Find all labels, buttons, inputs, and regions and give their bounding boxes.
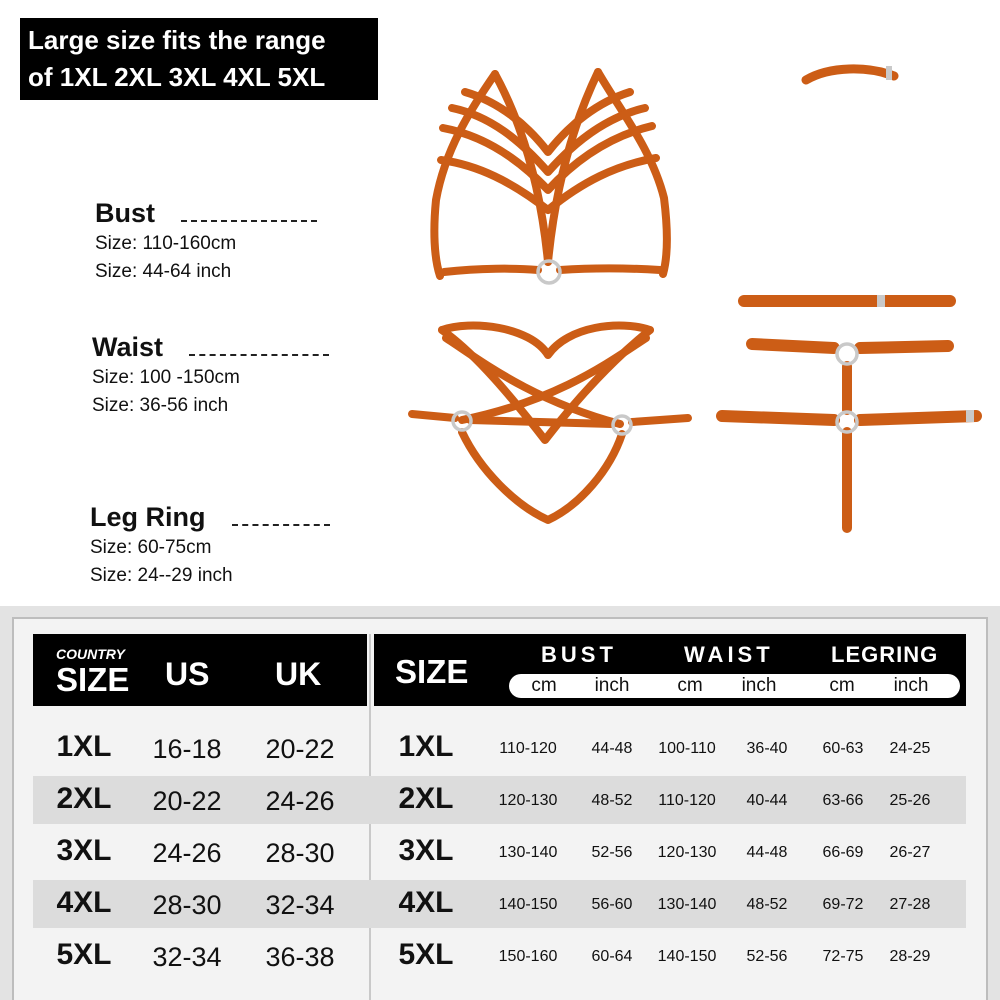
header-country: COUNTRY [56, 646, 125, 662]
belt-slider [877, 295, 885, 307]
cell-waist-in: 40-44 [746, 792, 788, 809]
cell-leg-in: 25-26 [889, 792, 931, 809]
unit-waist-cm: cm [677, 675, 703, 696]
cell-waist-in: 52-56 [746, 948, 788, 965]
waist-label: Waist [92, 332, 164, 362]
leg-ring-cm: Size: 60-75cm [90, 537, 212, 558]
bust-inch: Size: 44-64 inch [95, 261, 232, 282]
garter-belt [412, 326, 688, 520]
cell-bust-in: 52-56 [591, 844, 633, 861]
cell-us: 32-34 [152, 942, 222, 972]
cell-bust-cm: 140-150 [498, 896, 558, 913]
unit-bust-inch: inch [594, 675, 630, 696]
cell-us: 20-22 [152, 786, 222, 816]
cell-uk: 20-22 [265, 734, 335, 764]
bust-measurement [95, 198, 317, 286]
header-uk: UK [275, 656, 322, 692]
leg-ring-label: Leg Ring [90, 502, 206, 532]
leg-ring-measurement [90, 502, 330, 590]
bust-cm: Size: 110-160cm [95, 233, 237, 254]
size-range-banner [20, 18, 378, 100]
waist-belt-and-garters [722, 295, 976, 528]
cell-size2: 2XL [398, 782, 454, 815]
header-legring: LEGRING [831, 642, 939, 667]
cell-size: 1XL [56, 730, 112, 763]
cell-waist-in: 44-48 [746, 844, 788, 861]
cell-size2: 4XL [398, 886, 454, 919]
cell-bust-in: 56-60 [591, 896, 633, 913]
header-waist: WAIST [684, 642, 774, 667]
cell-leg-cm: 66-69 [822, 844, 864, 861]
cell-bust-in: 60-64 [591, 948, 633, 965]
cell-size2: 1XL [398, 730, 454, 763]
cell-bust-cm: 120-130 [498, 792, 558, 809]
bust-label: Bust [95, 198, 155, 228]
cell-size2: 5XL [398, 938, 454, 971]
bust-harness [434, 72, 667, 283]
cell-waist-cm: 120-130 [657, 844, 717, 861]
cell-uk: 24-26 [265, 786, 335, 816]
garter-slider [966, 410, 974, 422]
neck-collar [806, 66, 894, 80]
cell-size: 2XL [56, 782, 112, 815]
cell-size2: 3XL [398, 834, 454, 867]
waist-cm: Size: 100 -150cm [92, 367, 240, 388]
cell-leg-in: 24-25 [889, 740, 931, 757]
unit-leg-inch: inch [893, 675, 929, 696]
cell-bust-cm: 150-160 [498, 948, 558, 965]
cell-size: 3XL [56, 834, 112, 867]
harness-product-image [400, 55, 990, 535]
cell-size: 5XL [56, 938, 112, 971]
bust-leader-line [181, 220, 317, 222]
cell-bust-in: 44-48 [591, 740, 633, 757]
cell-leg-cm: 69-72 [822, 896, 864, 913]
cell-bust-cm: 130-140 [498, 844, 558, 861]
cell-bust-in: 48-52 [591, 792, 633, 809]
cell-us: 16-18 [152, 734, 222, 764]
cell-leg-in: 26-27 [889, 844, 931, 861]
unit-leg-cm: cm [829, 675, 855, 696]
waist-inch: Size: 36-56 inch [92, 395, 229, 416]
leg-ring-inch: Size: 24--29 inch [90, 565, 233, 586]
header-us: US [165, 656, 210, 692]
cell-uk: 32-34 [265, 890, 335, 920]
cell-leg-in: 28-29 [889, 948, 931, 965]
cell-waist-cm: 130-140 [657, 896, 717, 913]
cell-uk: 36-38 [265, 942, 335, 972]
cell-leg-cm: 63-66 [822, 792, 864, 809]
cell-waist-cm: 140-150 [657, 948, 717, 965]
cell-us: 24-26 [152, 838, 222, 868]
cell-waist-in: 36-40 [746, 740, 788, 757]
cell-waist-in: 48-52 [746, 896, 788, 913]
banner-line-2: of 1XL 2XL 3XL 4XL 5XL [28, 62, 326, 92]
cell-uk: 28-30 [265, 838, 335, 868]
cell-waist-cm: 110-120 [658, 792, 716, 809]
leg-ring-leader-line [232, 524, 330, 526]
cell-bust-cm: 110-120 [499, 740, 557, 757]
banner-line-1: Large size fits the range [28, 25, 326, 55]
waist-measurement [92, 332, 329, 420]
cell-us: 28-30 [152, 890, 222, 920]
cell-leg-cm: 60-63 [822, 740, 864, 757]
waist-leader-line [189, 354, 329, 356]
header-size-right: SIZE [395, 653, 469, 690]
collar-buckle [886, 66, 892, 80]
header-size: SIZE [56, 661, 130, 698]
header-bust: BUST [541, 642, 617, 667]
unit-bust-cm: cm [531, 675, 557, 696]
cell-waist-cm: 100-110 [658, 740, 716, 757]
cell-leg-in: 27-28 [889, 896, 931, 913]
cell-leg-cm: 72-75 [822, 948, 864, 965]
cell-size: 4XL [56, 886, 112, 919]
unit-waist-inch: inch [741, 675, 777, 696]
